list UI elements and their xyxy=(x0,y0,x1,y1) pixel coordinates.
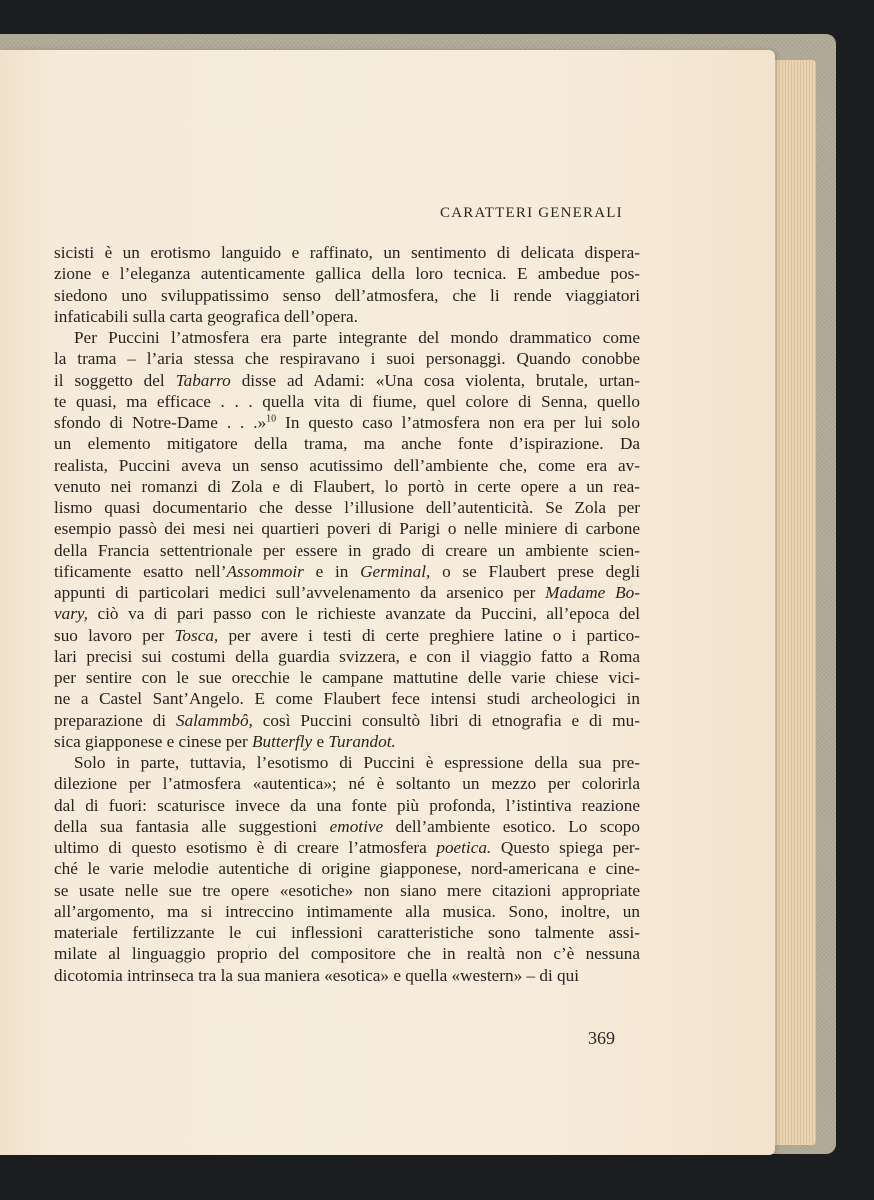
text-line: appunti di particolari medici sull’avvelenamento da arsenico per Madame Bo- xyxy=(54,583,640,602)
text-line: ultimo di questo esotismo è di creare l’atmosfera poetica. Questo spiega per- xyxy=(54,838,640,857)
text-line: materiale fertilizzante le cui inflessioni caratteristiche sono talmente assi- xyxy=(54,923,640,942)
text-line: Solo in parte, tuttavia, l’esotismo di Puccini è espressione della sua pre- xyxy=(74,753,640,772)
text-line: vary, ciò va di pari passo con le richieste avanzate da Puccini, all’epoca del xyxy=(54,604,640,624)
text-line: dal di fuori: scaturisce invece da una fonte più profonda, l’istintiva reazione xyxy=(54,795,640,815)
text-line: la trama – l’aria stessa che respiravano i suoi personaggi. Quando conobbe xyxy=(54,349,640,369)
text-line: lari precisi sui costumi della guardia svizzera, e con il viaggio fatto a Roma xyxy=(54,646,640,666)
text-line: sicisti è un erotismo languido e raffinato, un sentimento di delicata dispera- xyxy=(54,243,640,262)
text-line: venuto nei romanzi di Zola e di Flaubert, lo portò in certe opere a un rea- xyxy=(54,476,640,496)
text-line: infaticabili sulla carta geografica dell’opera. xyxy=(54,306,358,326)
text-line: zione e l’eleganza autenticamente gallica della loro tecnica. E ambedue pos- xyxy=(54,264,640,284)
text-line: il soggetto del Tabarro disse ad Adami: «Una cosa violenta, brutale, urtan- xyxy=(54,370,641,390)
text-line: dilezione per l’atmosfera «autentica»; né è soltanto un mezzo per colorirla xyxy=(54,774,640,794)
paragraph xyxy=(54,752,640,986)
text-line: della Francia settentrionale per essere in grado di creare un ambiente scien- xyxy=(54,540,640,560)
text-line: tificamente esatto nell’Assommoir e in Germinal, o se Flaubert prese degli xyxy=(54,561,640,581)
text-line: per sentire con le sue orecchie le campane mattutine delle varie chiese vici- xyxy=(54,668,640,687)
text-line: sica giapponese e cinese per Butterfly e Turandot. xyxy=(54,731,396,751)
text-line: lismo quasi documentario che desse l’illusione dell’autenticità. Se Zola per xyxy=(54,498,640,517)
text-line: se usate nelle sue tre opere «esotiche» non siano mere citazioni appropriate xyxy=(54,880,640,900)
text-line: della sua fantasia alle suggestioni emotive dell’ambiente esotico. Lo scopo xyxy=(54,816,640,836)
body-text xyxy=(54,242,640,986)
paragraph xyxy=(54,327,640,752)
text-line: siedono uno sviluppatissimo senso dell’atmosfera, che li rende viaggiatori xyxy=(54,285,640,305)
text-line: ne a Castel Sant’Angelo. E come Flaubert fece intensi studi archeologici in xyxy=(54,689,640,709)
text-line: ché le varie melodie autentiche di origine giapponese, nord-americana e cine- xyxy=(54,859,640,879)
text-line: Per Puccini l’atmosfera era parte integrante del mondo drammatico come xyxy=(74,328,640,347)
text-line: sfondo di Notre-Dame . . .»$^{10}$ In questo caso l’atmosfera non era per lui solo xyxy=(54,413,640,432)
text-line: te quasi, ma efficace . . . quella vita di fiume, quel colore di Senna, quello xyxy=(54,391,640,411)
text-line: esempio passò dei mesi nei quartieri poveri di Parigi o nelle miniere di carbone xyxy=(54,519,640,539)
page-number: 369 xyxy=(588,1028,615,1048)
text-line: all’argomento, ma si intreccino intimamente alla musica. Sono, inoltre, un xyxy=(54,901,640,921)
paragraph xyxy=(54,242,640,327)
running-head: CARATTERI GENERALI xyxy=(440,205,623,221)
text-line: dicotomia intrinseca tra la sua maniera «esotica» e quella «western» – di qui xyxy=(54,965,579,985)
text-line: un elemento mitigatore della trama, ma anche fonte d’ispirazione. Da xyxy=(54,434,640,454)
text-line: suo lavoro per Tosca, per avere i testi di certe preghiere latine o i partico- xyxy=(54,625,640,645)
text-line: milate al linguaggio proprio del compositore che in realtà non c’è nessuna xyxy=(54,944,640,964)
text-line: realista, Puccini aveva un senso acutissimo dell’ambiente che, come era av- xyxy=(54,455,640,475)
text-line: preparazione di Salammbô, così Puccini consultò libri di etnografia e di mu- xyxy=(54,710,640,730)
